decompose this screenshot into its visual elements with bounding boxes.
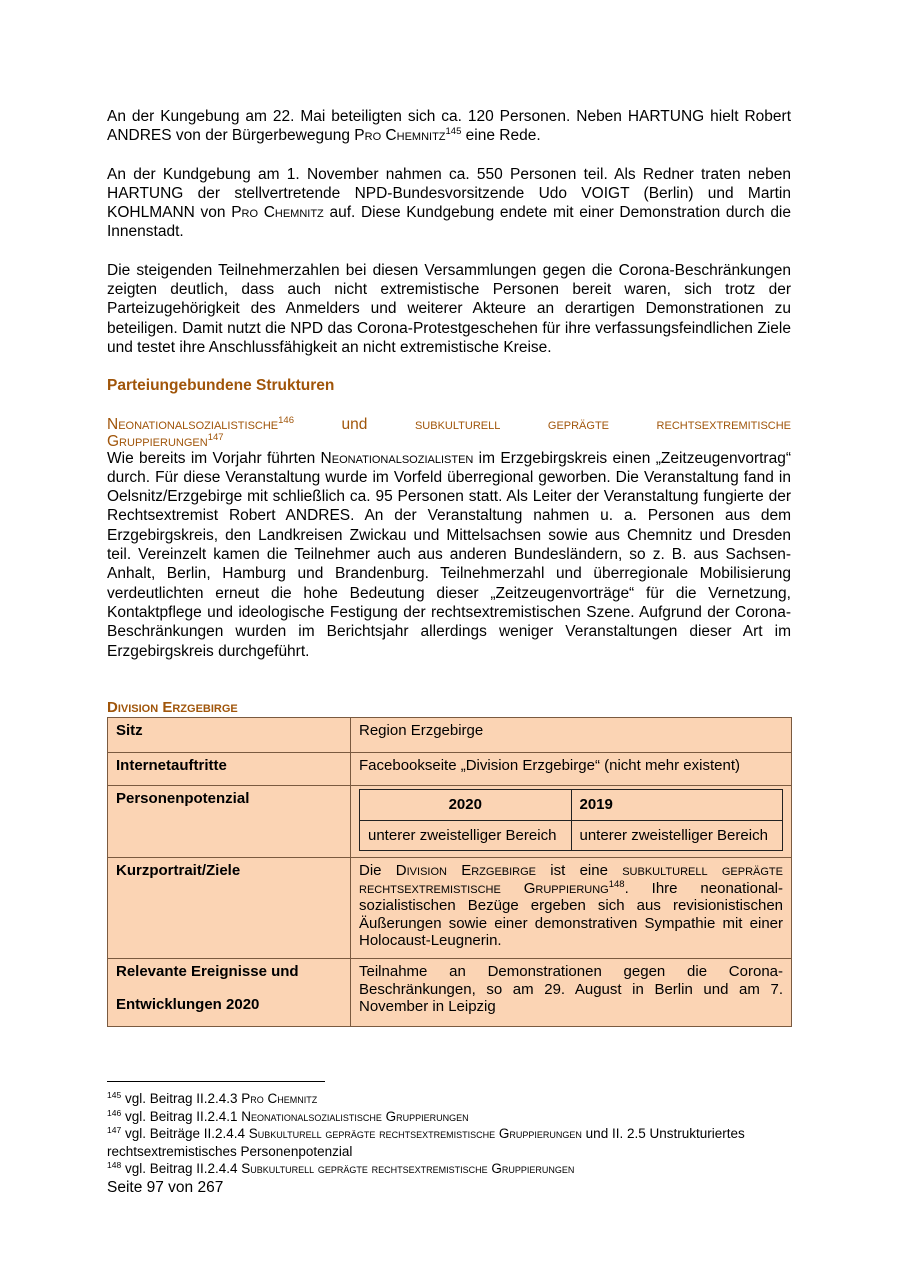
org-name: Pro Chemnitz	[354, 127, 446, 145]
value-kurzportrait: Die Division Erzgebirge ist eine subkulturell geprägte rechtsextremistische Gruppierung$^{148}$. Ihre neonational-sozialistischen Bezüge ergeben sich aus revisionistischen Äußerungen sowie einer demonstrativen Sympathie mit einer Holocaust-Leugnerin.	[351, 858, 792, 959]
footnote-ref: 145	[445, 126, 462, 138]
label-personen: Personenpotenzial	[108, 786, 351, 858]
footnote-separator	[107, 1081, 325, 1082]
paragraph-3: Die steigenden Teilnehmerzahlen bei diesen Versammlungen gegen die Corona-Beschränkungen zeigten deutlich, dass auch nicht extremistische Personen bereit waren, sich trotz der Parteizugehörigkeit des Anmelders und weiterer Akteure an derartigen Demonstrationen zu beteiligen. Damit nutzt die NPD das Corona-Protestgeschehen für ihre verfassungsfeindlichen Ziele und testet ihre Anschlussfähigkeit an nicht extremistische Kreise.	[107, 261, 791, 356]
label-ereignisse: Relevante Ereignisse und Entwicklungen 2020	[108, 959, 351, 1027]
value-internet: Facebookseite „Division Erzgebirge“ (nicht mehr existent)	[351, 753, 792, 786]
personen-table	[359, 789, 783, 851]
footnotes	[107, 1090, 797, 1178]
table-row	[108, 753, 792, 786]
page-number: Seite 97 von 267	[107, 1179, 224, 1196]
label-sitz: Sitz	[108, 718, 351, 753]
table-row	[108, 858, 792, 959]
paragraph-4: Wie bereits im Vorjahr führten Neonationalsozialisten im Erzgebirgskreis einen „Zeitzeugenvortrag“ durch. Für diese Veranstaltung wurde im Vorfeld überregional geworben. Die Veranstaltung fand in Oelsnitz/Erzgebirge mit schließlich ca. 95 Personen statt. Als Leiter der Veranstaltung fungierte der Rechtsextremist Robert ANDRES. An der Veranstaltung nahmen u. a. Personen aus dem Erzgebirgskreis, den Landkreisen Zwickau und Mittelsachsen sowie aus Chemnitz und Dresden teil. Vereinzelt kamen die Teilnehmer auch aus anderen Bundesländern, so z. B. aus Sachsen-Anhalt, Berlin, Hamburg und Brandenburg. Teilnehmerzahl und überregionale Mobilisierung verdeutlichten erneut die hohe Bedeutung dieser „Zeitzeugenvorträge“ für die Vernetzung, Kontaktpflege und ideologische Festigung der rechtsextremistischen Szene. Aufgrund der Corona-Beschränkungen wurden im Berichtsjahr allerdings weniger Veranstaltungen dieser Art im Erzgebirgskreis durchgeführt.	[107, 449, 791, 660]
table-row	[108, 718, 792, 753]
value-personen	[351, 786, 792, 858]
value-2019: unterer zweistelliger Bereich	[571, 820, 783, 851]
document-body	[107, 107, 791, 661]
value-sitz: Region Erzgebirge	[351, 718, 792, 753]
footnote-147: $^{147}$ vgl. Beiträge II.2.4.4 Subkulturell geprägte rechtsextremistische Gruppierungen und II. 2.5 Unstrukturiertes rechtsextremistisches Personenpotenzial	[107, 1125, 745, 1159]
table-title: Division Erzgebirge	[107, 699, 238, 716]
footnote-145: $^{145}$ vgl. Beitrag II.2.4.3 Pro Chemnitz	[107, 1090, 318, 1106]
org-name: Pro Chemnitz	[231, 204, 324, 222]
subsection-heading-line2: Gruppierungen$^{147}$	[107, 431, 224, 450]
profile-table	[107, 717, 792, 1027]
section-heading: Parteiungebundene Strukturen	[107, 377, 335, 395]
year-2019: 2019	[571, 790, 783, 821]
table-row	[108, 959, 792, 1027]
label-kurzportrait: Kurzportrait/Ziele	[108, 858, 351, 959]
subsection-heading-line1: Neonationalsozialistische$^{146}$ und subkulturell geprägte rechtsextremitische	[107, 414, 791, 433]
footnote-148: $^{148}$ vgl. Beitrag II.2.4.4 Subkulturell geprägte rechtsextremistische Gruppierungen	[107, 1160, 575, 1176]
value-2020: unterer zweistelliger Bereich	[360, 820, 572, 851]
label-internet: Internetauftritte	[108, 753, 351, 786]
table-row	[108, 786, 792, 858]
footnote-146: $^{146}$ vgl. Beitrag II.2.4.1 Neonationalsozialistische Gruppierungen	[107, 1107, 469, 1124]
paragraph-2: An der Kundgebung am 1. November nahmen ca. 550 Personen teil. Als Redner traten neben HARTUNG der stellvertretende NPD-Bundesvorsitzende Udo VOIGT (Berlin) und Martin KOHLMANN von Pro Chemnitz auf. Diese Kundgebung endete mit einer Demonstration durch die Innenstadt.	[107, 165, 791, 241]
paragraph-1: An der Kungebung am 22. Mai beteiligten sich ca. 120 Personen. Neben HARTUNG hielt Robert ANDRES von der Bürgerbewegung Pro Chemnitz$^{145}$ eine Rede.	[107, 108, 791, 145]
year-2020: 2020	[360, 790, 572, 821]
value-ereignisse: Teilnahme an Demonstrationen gegen die Corona-Beschränkungen, so am 29. August in Berlin und am 7. November in Leipzig	[351, 959, 792, 1027]
